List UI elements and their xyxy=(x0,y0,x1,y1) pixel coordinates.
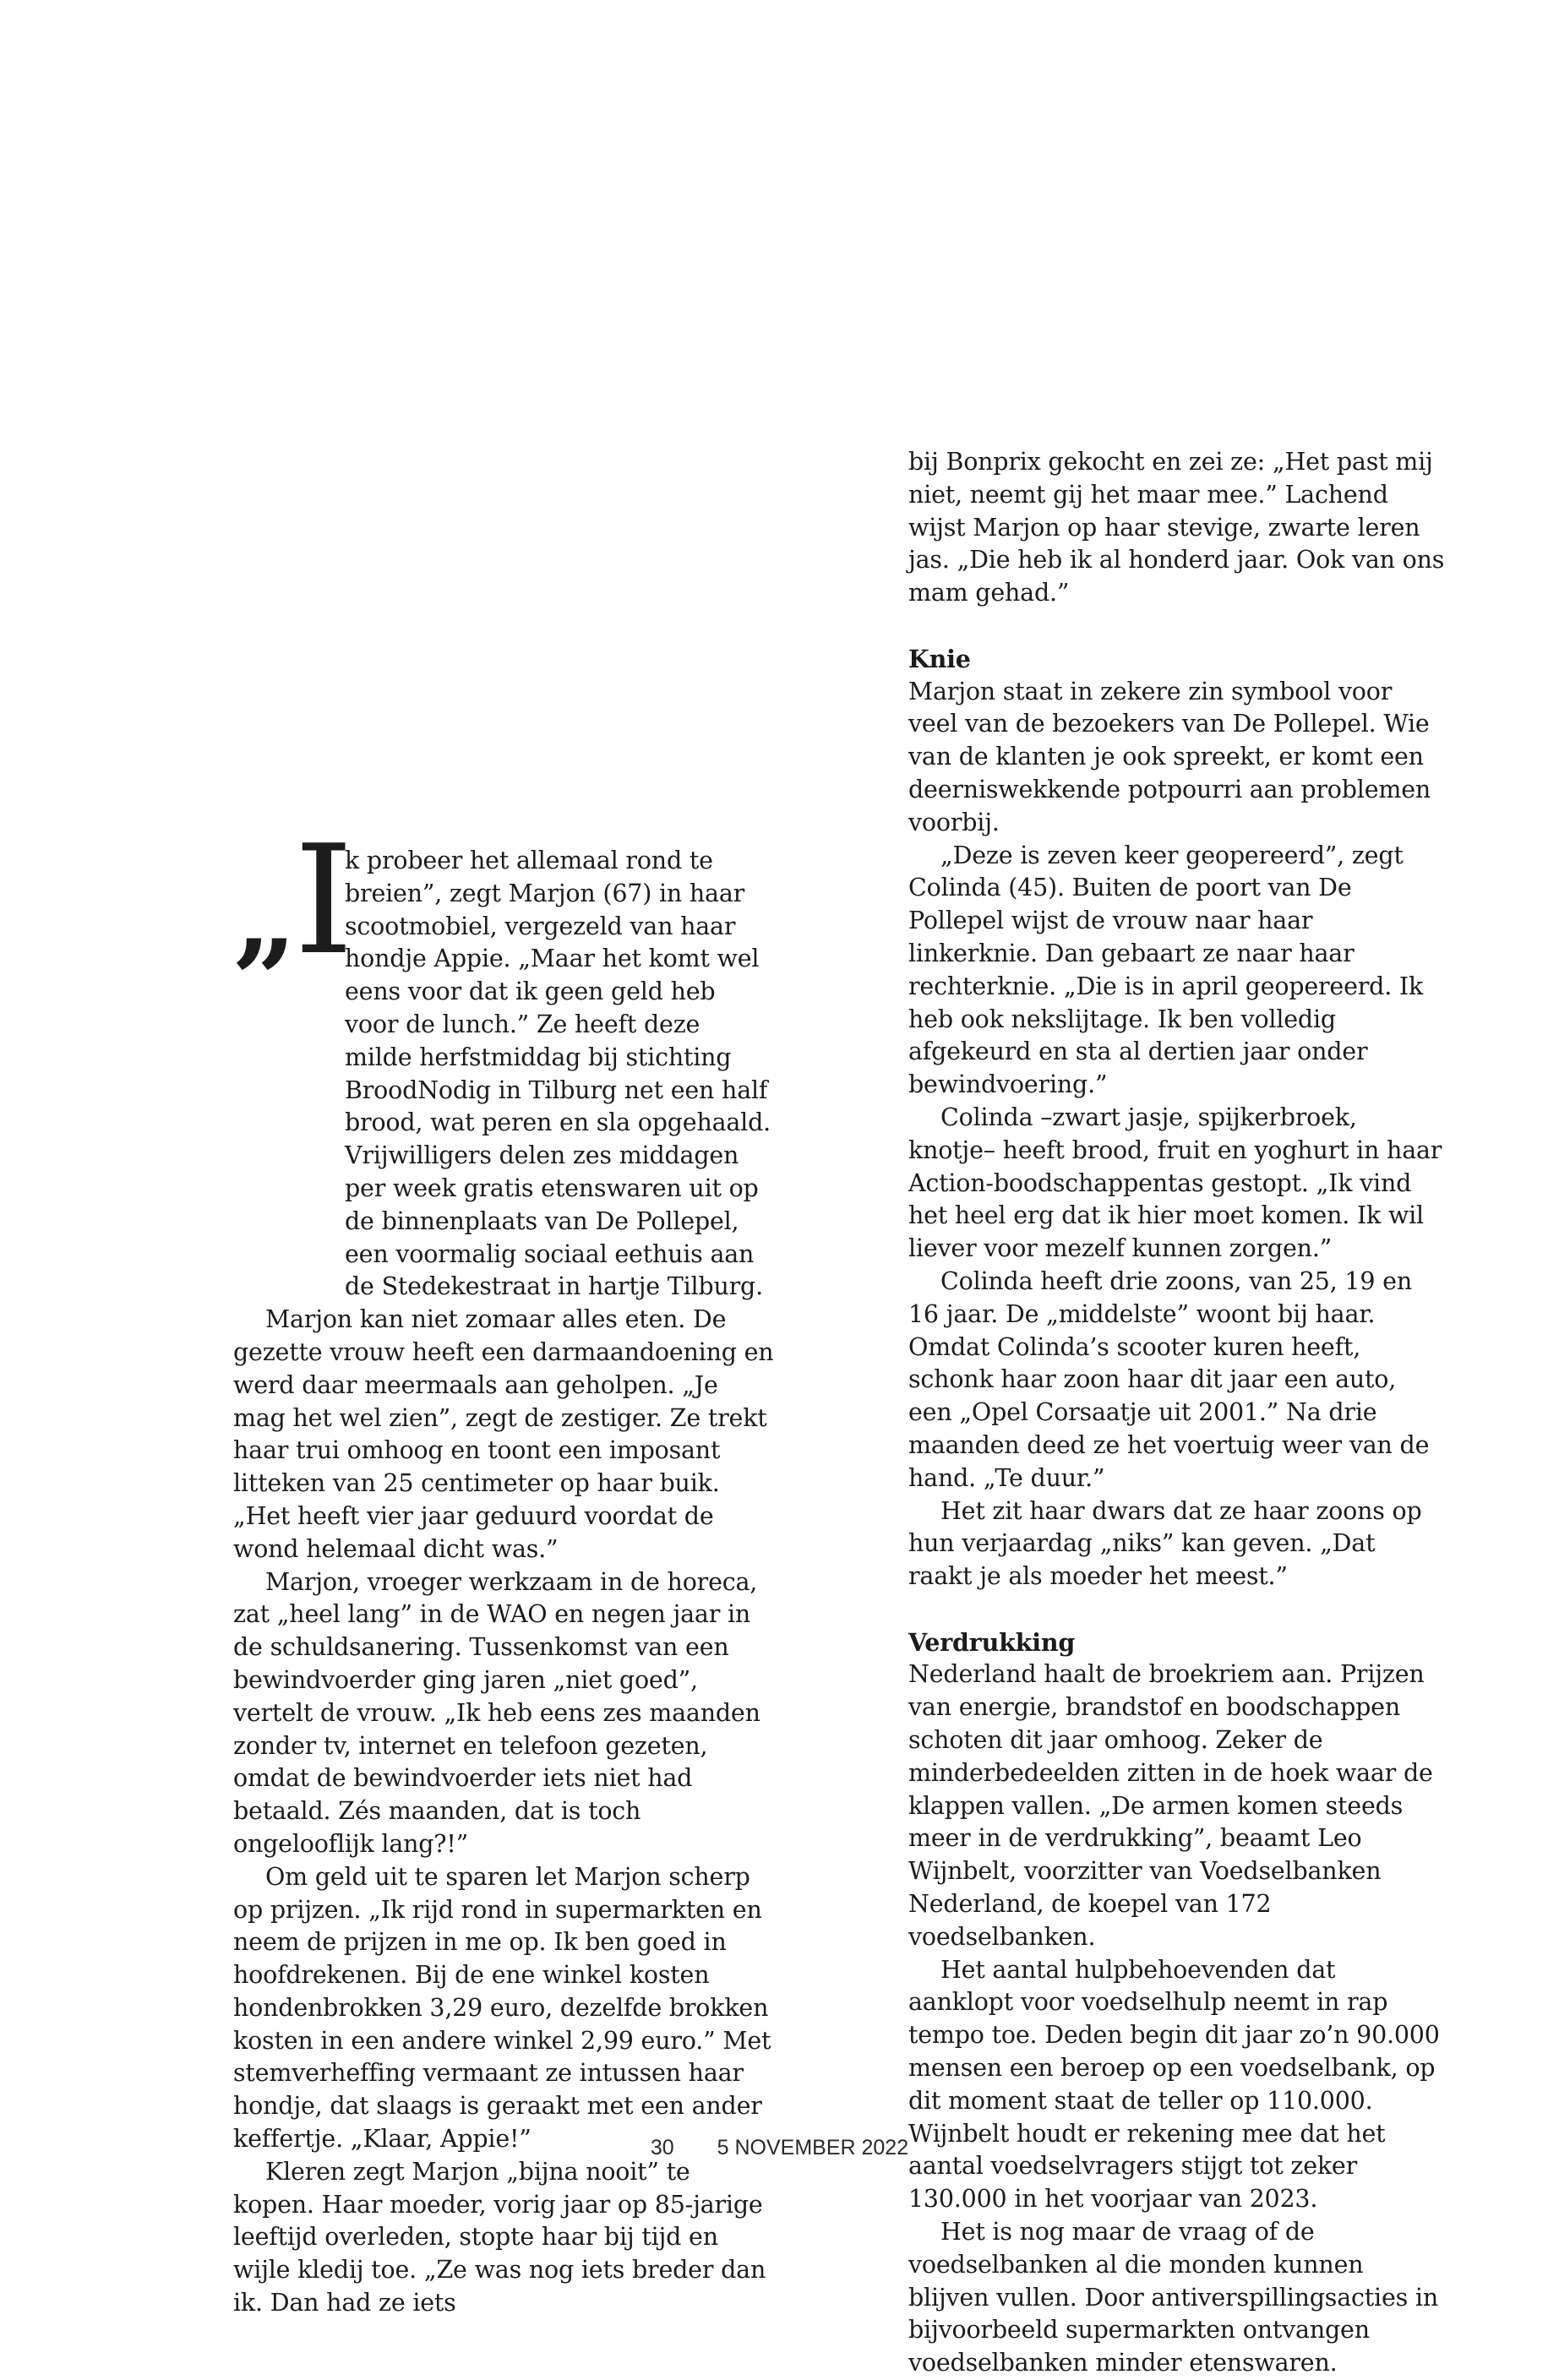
drop-cap-quote: „ xyxy=(233,852,289,983)
body-paragraph: Het aantal hulpbehoevenden dat aanklopt voor voedselhulp neemt in rap tempo toe. Deden begin dit jaar zo’n 90.000 mensen een beroep op een voedselbank, op dit moment staat de teller op 110.000. Wijnbelt houdt er rekening mee dat het aantal voedselvragers stijgt tot zeker 130.000 in het voorjaar van 2023. xyxy=(908,1955,1440,2214)
body-paragraph: Colinda heeft drie zoons, van 25, 19 en 16 jaar. De „middelste” woont bij haar. Omdat Colinda’s scooter kuren heeft, schonk haar zoon haar dit jaar een auto, een „Opel Corsaatje uit 2001.” Na drie maanden deed ze het voertuig weer van de hand. „Te duur.” xyxy=(908,1266,1430,1492)
issue-date: 5 NOVEMBER 2022 xyxy=(717,2136,909,2159)
page-footer xyxy=(0,2136,1559,2160)
section-heading-knie: Knie xyxy=(908,644,971,673)
body-paragraph: Marjon kan niet zomaar alles eten. De gezette vrouw heeft een darmaandoening en werd daar meermaals aan geholpen. „Je mag het wel zien”, zegt de zestiger. Ze trekt haar trui omhoog en toont een imposant litteken van 25 centimeter op haar buik. „Het heeft vier jaar geduurd voordat de wond helemaal dicht was.” xyxy=(233,1305,774,1563)
body-paragraph: Het zit haar dwars dat ze haar zoons op hun verjaardag „niks” kan geven. „Dat raakt je als moeder het meest.” xyxy=(908,1496,1422,1591)
drop-cap-letter: I xyxy=(294,813,354,988)
body-paragraph: Marjon, vroeger werkzaam in de horeca, zat „heel lang” in de WAO en negen jaar in de schuldsanering. Tussenkomst van een bewindvoerder ging jaren „niet goed”, vertelt de vrouw. „Ik heb eens zes maanden zonder tv, internet en telefoon gezeten, omdat de bewindvoerder iets niet had betaald. Zés maanden, dat is toch ongelooflijk lang?!” xyxy=(233,1567,760,1858)
drop-cap xyxy=(233,813,354,988)
body-paragraph: „Deze is zeven keer geopereerd”, zegt Colinda (45). Buiten de poort van De Pollepel wijst de vrouw naar haar linkerknie. Dan gebaart ze naar haar rechterknie. „Die is in april geopereerd. Ik heb ook nekslijtage. Ik ben volledig afgekeurd en sta al dertien jaar onder bewindvoering.” xyxy=(908,841,1424,1099)
body-paragraph: Marjon staat in zekere zin symbool voor veel van de bezoekers van De Pollepel. Wie van de klanten je ook spreekt, er komt een deerniswekkende potpourri aan problemen voorbij. xyxy=(908,677,1431,836)
body-paragraph: Kleren zegt Marjon „bijna nooit” te kopen. Haar moeder, vorig jaar op 85-jarige leeftijd overleden, stopte haar bij tijd en wijle kledij toe. „Ze was nog iets breder dan ik. Dan had ze iets xyxy=(233,2157,766,2317)
intro-paragraph: k probeer het allemaal rond te breien”, zegt Marjon (67) in haar scootmobiel, vergezeld van haar hondje Appie. „Maar het komt wel eens voor dat ik geen geld heb voor de lunch.” Ze heeft deze milde herfstmiddag bij stichting BroodNodig in Tilburg net een half brood, wat peren en sla opgehaald. Vrijwilligers delen zes middagen per week gratis etenswaren uit op de binnenplaats van De Pollepel, een voormalig sociaal eethuis aan de Stedekestraat in hartje Tilburg. xyxy=(345,847,771,1301)
body-paragraph: Het is nog maar de vraag of de voedselbanken al die monden kunnen blijven vullen. Door antiverspillingsacties in bijvoorbeeld supermarkten ontvangen voedselbanken minder etenswaren. xyxy=(908,2218,1438,2377)
right-column xyxy=(908,446,1445,2380)
body-paragraph: Colinda –zwart jasje, spijkerbroek, knotje– heeft brood, fruit en yoghurt in haar Action-boodschappentas gestopt. „Ik vind het heel erg dat ik hier moet komen. Ik wil liever voor mezelf kunnen zorgen.” xyxy=(908,1103,1442,1263)
section-heading-verdrukking: Verdrukking xyxy=(908,1627,1076,1657)
continued-paragraph: bij Bonprix gekocht en zei ze: „Het past mij niet, neemt gij het maar mee.” Lachend wijst Marjon op haar stevige, zwarte leren jas. „Die heb ik al honderd jaar. Ook van ons mam gehad.” xyxy=(908,448,1445,607)
page-number: 30 xyxy=(650,2136,674,2159)
left-column xyxy=(233,813,774,2320)
body-paragraph: Om geld uit te sparen let Marjon scherp op prijzen. „Ik rijd rond in supermarkten en neem de prijzen in me op. Ik ben goed in hoofdrekenen. Bij de ene winkel kosten hondenbrokken 3,29 euro, dezelfde brokken kosten in een andere winkel 2,99 euro.” Met stemverheffing vermaant ze intussen haar hondje, dat slaags is geraakt met een ander keffertje. „Klaar, Appie!” xyxy=(233,1862,771,2154)
body-paragraph: Nederland haalt de broekriem aan. Prijzen van energie, brandstof en boodschappen schoten dit jaar omhoog. Zeker de minderbedeelden zitten in de hoek waar de klappen vallen. „De armen komen steeds meer in de verdrukking”, beaamt Leo Wijnbelt, voorzitter van Voedselbanken Nederland, de koepel van 172 voedselbanken. xyxy=(908,1660,1433,1951)
